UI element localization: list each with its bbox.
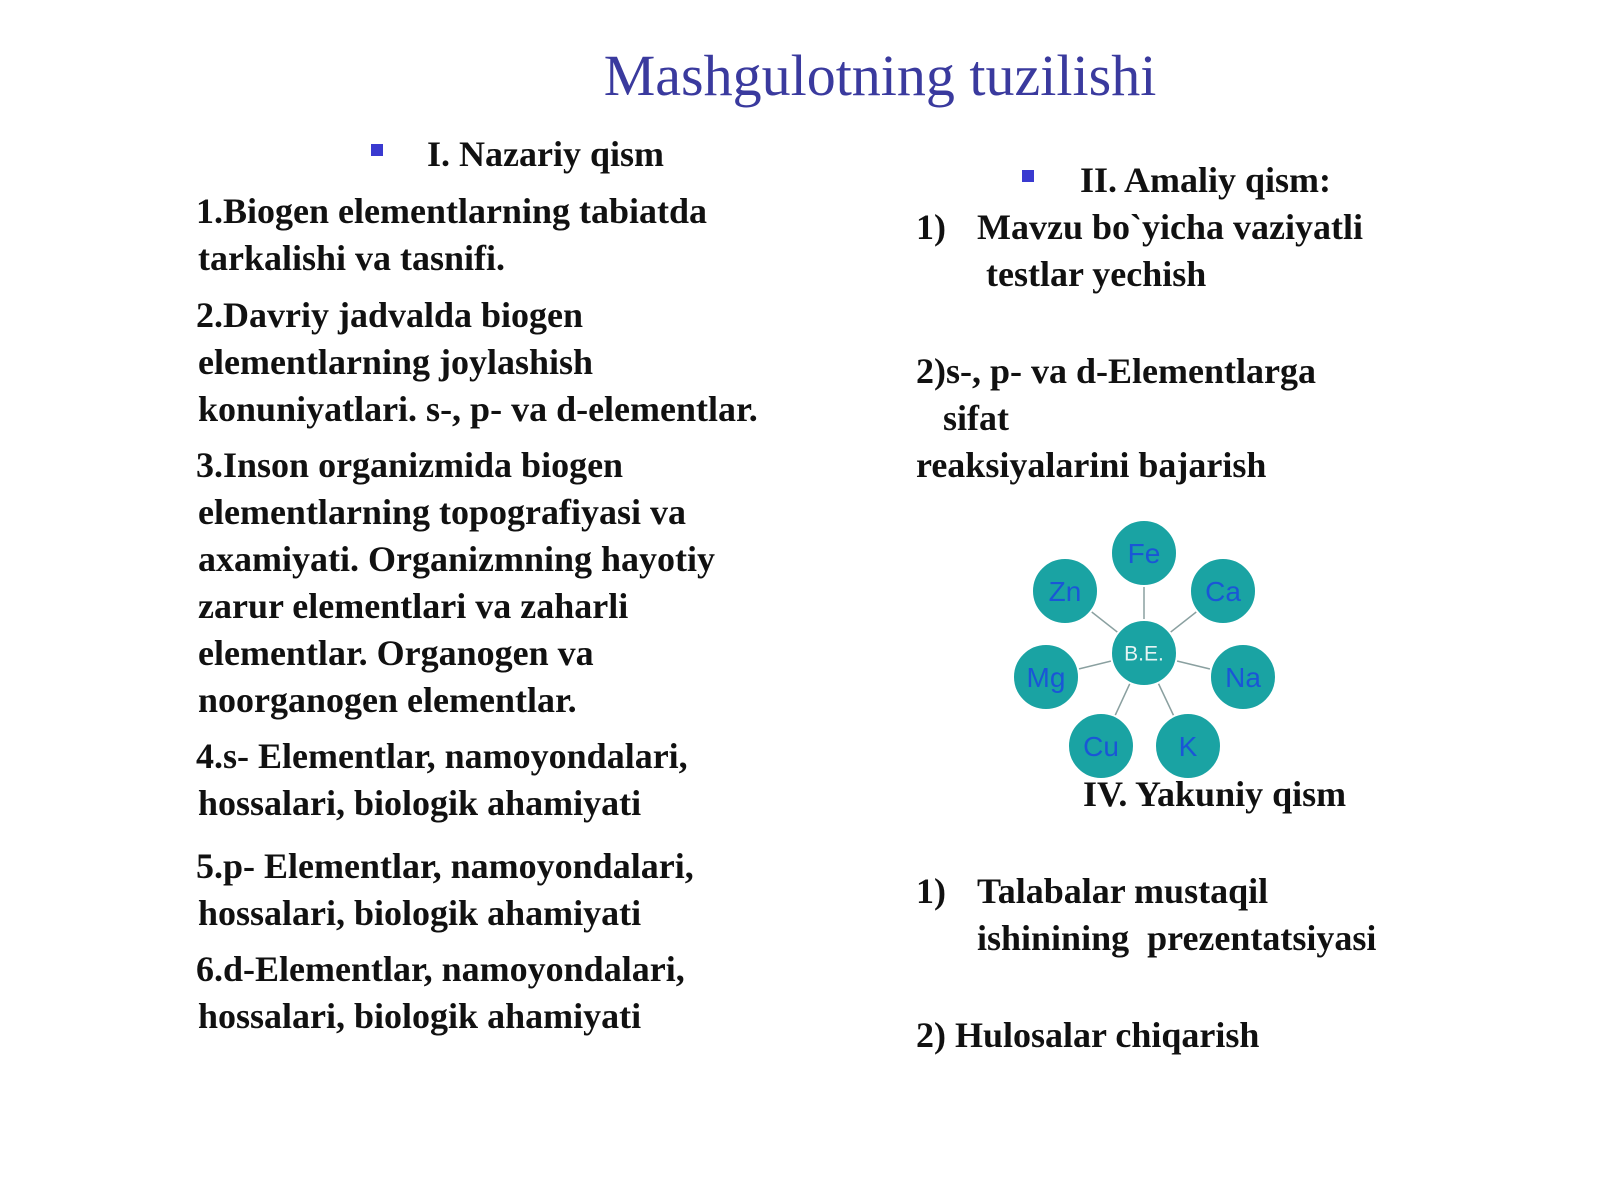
bullet-icon (1022, 170, 1034, 182)
left-item-line: elementlarning topografiyasi va (198, 492, 686, 532)
right-item-line: Mavzu bo`yicha vaziyatli (977, 207, 1363, 247)
node-label: Ca (1205, 575, 1241, 607)
left-item-line: elementlar. Organogen va (198, 633, 594, 673)
left-item-line: hossalari, biologik ahamiyati (198, 996, 642, 1036)
slide-title: Mashgulotning tuzilishi (603, 43, 1157, 108)
right-item-line: sifat (916, 398, 1009, 438)
right-heading: II. Amaliy qism: (1080, 160, 1332, 200)
left-item-line: noorganogen elementlar. (198, 680, 577, 720)
final-heading: IV. Yakuniy qism (1083, 774, 1347, 814)
node-label: Fe (1127, 537, 1161, 569)
left-item-line: tarkalishi va tasnifi. (198, 238, 506, 278)
left-item-line: 6.d-Elementlar, namoyondalari, (196, 949, 685, 989)
left-item-line: hossalari, biologik ahamiyati (198, 783, 642, 823)
left-item-line: elementlarning joylashish (198, 342, 594, 382)
left-item-line: 3.Inson organizmida biogen (196, 445, 624, 485)
node-label: Cu (1083, 730, 1119, 762)
left-item-line: hossalari, biologik ahamiyati (198, 893, 642, 933)
element-node-ca (1190, 558, 1256, 624)
right-item-line: testlar yechish (977, 254, 1207, 294)
right-item-line: reaksiyalarini bajarish (916, 445, 1267, 485)
node-label: Zn (1048, 575, 1082, 607)
biogen-elements-diagram (990, 505, 1300, 790)
right-item-line: 2)s-, p- va d-Elementlarga (916, 351, 1316, 391)
final-item-2: 2) Hulosalar chiqarish (916, 1015, 1260, 1055)
left-item-line: zarur elementlari va zaharli (198, 586, 629, 626)
element-node-cu (1068, 713, 1134, 779)
node-label: Na (1225, 661, 1261, 693)
element-node-mg (1013, 644, 1079, 710)
left-item-line: 1.Biogen elementlarning tabiatda (196, 191, 707, 231)
center-node (1111, 620, 1177, 686)
left-item-line: 2.Davriy jadvalda biogen (196, 295, 584, 335)
left-heading: I. Nazariy qism (427, 134, 664, 174)
left-item-line: axamiyati. Organizmning hayotiy (198, 539, 716, 579)
left-item-line: konuniyatlari. s-, p- va d-elementlar. (198, 389, 758, 429)
item-number: 1) (916, 207, 946, 247)
item-number: 1) (916, 871, 946, 911)
left-item-line: 5.p- Elementlar, namoyondalari, (196, 846, 694, 886)
node-label: Mg (1026, 661, 1066, 693)
element-node-fe (1111, 520, 1177, 586)
element-node-na (1210, 644, 1276, 710)
left-item-line: 4.s- Elementlar, namoyondalari, (196, 736, 688, 776)
element-node-k (1155, 713, 1221, 779)
final-item-line: Talabalar mustaqil (977, 871, 1269, 911)
node-label: B.E. (1124, 642, 1164, 666)
node-label: K (1178, 730, 1198, 762)
element-node-zn (1032, 558, 1098, 624)
final-item-line: ishinining prezentatsiyasi (977, 918, 1377, 958)
bullet-icon (371, 144, 383, 156)
